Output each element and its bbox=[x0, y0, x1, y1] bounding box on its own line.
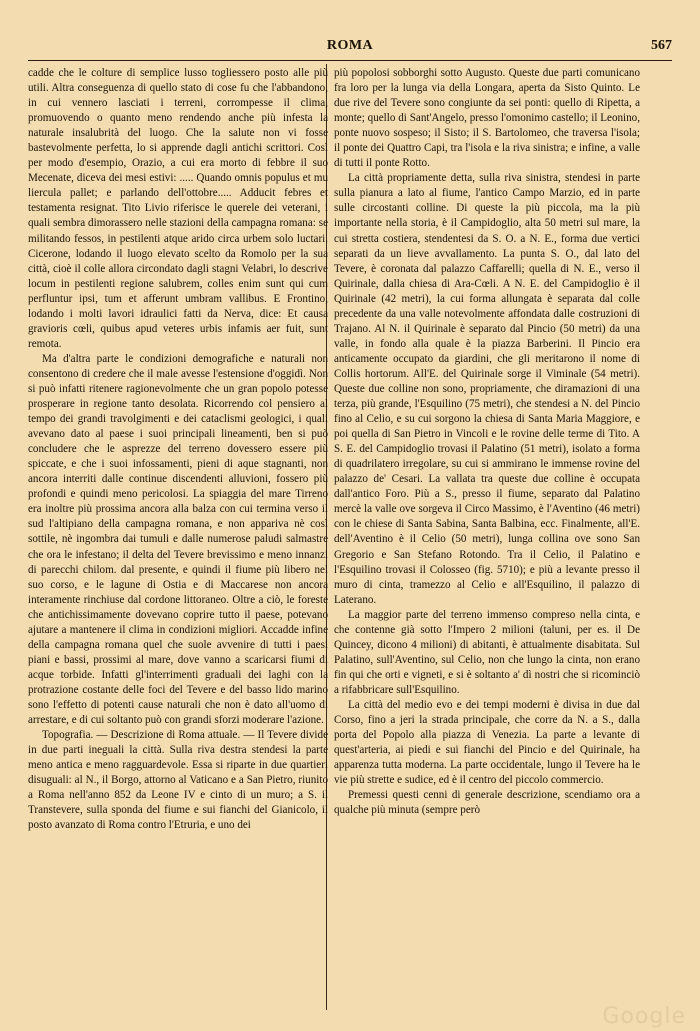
running-header bbox=[28, 38, 672, 58]
paragraph: cadde che le colture di semplice lusso togliessero posto alle più utili. Altra conseguenza di quello stato di cose fu che l'abbandono, in cui vennero lasciati i terreni, corrompesse il clima, promuovendo o quanto meno rendendo anche più infesta la naturale insalubrità del luogo. Che la salute non vi fosse bastevolmente perfetta, lo si apprende dagli antichi scrittori. Così per modo d'esempio, Orazio, a cui era morto di febbre il suo Mecenate, diceva dei mesi estivi: ..... Quando omnis populus et mu liercula pallet; e parlando dell'ottobre..... Adducit febres et testamenta resignat. Tito Livio riferisce le querele dei veterani, i quali sembra dimorassero nelle stazioni della campagna romana: se militando fessos, in pestilenti atque arido circa urbem solo luctari. Cicerone, lodando il luogo elevato scelto da Romolo per la sua città, cioè il colle allora circondato dagli stagni Velabri, lo descrive locum in pestilenti regione salubrem, colles enim sunt qui cum perfluntur ipsi, tum et afferunt umbram vallibus. E Frontino, lodando i molti lavori idraulici fatti da Nerva, dice: Et causa gravioris cœli, quibus apud veteres urbis infamis aer fuit, sunt remota. bbox=[28, 67, 328, 350]
paragraph: La città del medio evo e dei tempi moderni è divisa in due dal Corso, fino a jeri la strada principale, che corre da N. a S., dalla porta del Popolo alla piazza di Venezia. La parte a levante di quest'arteria, ai piedi e sui fianchi del Pincio e del Quirinale, ha apparenza tutta moderna. La parte occidentale, lungo il Tevere ha le vie più strette e sudice, ed è il centro del piccolo commercio. bbox=[334, 698, 640, 787]
page-title: ROMA bbox=[326, 38, 374, 53]
paragraph: Ma d'altra parte le condizioni demografiche e naturali non consentono di credere che il male avesse l'estensione d'oggidì. Non si può infatti ritenere ragionevolmente che un gran popolo potesse prosperare in regione tanto desolata. Ricorrendo col pensiero al tempo dei grandi travolgimenti e dei cataclismi geologici, i quali avevano dato al paese i suoi principali lineamenti, ben si può concludere che le asprezze del terreno dovessero essere più spiccate, e che i suoi infossamenti, pieni di aque stagnanti, non ancora interriti dalle continue discendenti alluvioni, fossero più profondi e quindi meno pericolosi. La spiaggia del mare Tirreno era inoltre più prossima ancora alla balza con cui termina verso il sud l'altipiano della campagna romana, e non appariva nè così sottile, nè ingombra dai tumuli e dalle numerose paludi salmastre che ora le infestano; il delta del Tevere brevissimo e meno innanzi di parecchi chilom. dal presente, e quindi il fiume più libero nel suo corso, e le lagune di Ostia e di Maccarese non ancora interamente rinchiuse dal cordone littoraneo. Oltre a ciò, le foreste che antichissimamente dovevano coprire tutto il paese, potevano ajutare a mantenere il clima in condizioni migliori. Accadde infine della campagna romana quel che suole avvenire di tutti i paesi piani e bassi, prossimi al mare, dove vanno a scaricarsi fiumi di acque torbide. Infatti gl'interrimenti graduali dei laghi con la protrazione costante delle foci del Tevere e del basso lido marino sono l'effetto di potenti cause naturali che non è dato all'uomo di arrestare, e di cui soltanto può con grandi sforzi moderare l'azione. bbox=[28, 352, 328, 727]
paragraph: La città propriamente detta, sulla riva sinistra, stendesi in parte sulla pianura a lato al fiume, l'antico Campo Marzio, ed in parte sulle circostanti colline. Di queste la più piccola, ma la più importante nella storia, è il Campidoglio, alta 50 metri sul mare, la cui stretta costiera, stendentesi da S. O. a N. E., forma due vertici separati da un lieve avvallamento. La punta S. O., dal lato del Tevere, è coronata dal palazzo Caffarelli; quella di N. E., verso il Quirinale, dalla chiesa di Ara-Cœli. A N. E. del Campidoglio è il Quirinale (42 metri), la cui forma allungata è separata dal colle precedente da una valle notevolmente affondata dalle costruzioni di Trajano. Al N. il Quirinale è separato dal Pincio (50 metri) da una valle, in fondo alla quale è la piazza Barberini. Il Pincio era anticamente occupato da giardini, che gli meritarono il nome di Collis hortorum. All'E. del Quirinale sorge il Viminale (54 metri). Queste due colline non sono, propriamente, che diramazioni di una terza, più grande, l'Esquilino (75 metri), che stendesi a N. del Pincio fino al Celio, e su cui sorgono la chiesa di Santa Maria Maggiore, e poi quella di San Pietro in Vincoli e le rovine delle terme di Tito. A S. E. del Campidoglio trovasi il Palatino (51 metri), isolato a forma di quadrilatero irregolare, su cui si ammirano le immense rovine del palazzo de' Cesari. La vallata tra queste due colline è occupata dall'antico Foro. Più a S., presso il fiume, separato dal Palatino mercè la valle ove sorgeva il Circo Massimo, è l'Aventino (46 metri) con le chiese di Santa Sabina, Santa Balbina, ecc. Finalmente, all'E. dell'Aventino è il Celio (50 metri), lunga collina ove sono San Gregorio e San Stefano Rotondo. Tra il Celio, il Palatino e l'Esquilino trovasi il Colosseo (fig. 5710); e più a levante presso il muro di cinta, tramezzo al Celio e all'Esquilino, il palazzo di Laterano. bbox=[334, 172, 640, 606]
left-column bbox=[28, 66, 328, 1006]
header-rule bbox=[28, 60, 672, 61]
section-paragraph: Topografia. — Descrizione di Roma attuale. — Il Tevere divide in due parti ineguali la città. Sulla riva destra stendesi la parte meno antica e meno ragguardevole. Essa si riparte in due quartieri disuguali: al N., il Borgo, attorno al Vaticano e a San Pietro, riunito a Roma nell'anno 852 da Leone IV e cinto di un muro; a S. il Transtevere, sulla sponda del fiume e sui fianchi del Gianicolo, il posto avanzato di Roma contro l'Etruria, e uno dei bbox=[28, 729, 328, 832]
right-column bbox=[334, 66, 640, 1006]
paragraph: Premessi questi cenni di generale descrizione, scendiamo ora a qualche più minuta (sempre però bbox=[334, 789, 640, 817]
paragraph: La maggior parte del terreno immenso compreso nella cinta, e che contenne già sotto l'Impero 2 milioni (taluni, per es. il De Quincey, dicono 4 milioni) di abitanti, è attualmente disabitata. Sul Palatino, sull'Aventino, sul Celio, non che lungo la cinta, non erano fin qui che orti e vigneti, e si è soltanto a' dì nostri che si ricominciò a rifabbricare sull'Esquilino. bbox=[334, 608, 640, 696]
watermark: Google bbox=[602, 1004, 686, 1029]
paragraph: più popolosi sobborghi sotto Augusto. Queste due parti comunicano fra loro per la lunga via della Longara, aperta da Sisto Quinto. Le due rive del Tevere sono congiunte da sei ponti: quello di Ripetta, a monte; quello di Sant'Angelo, presso l'omonimo castello; il Leonino, ponte nuovo sospeso; il Sisto; il S. Bartolomeo, che traversa l'isola; il ponte dei Quattro Capi, tra l'isola e la riva sinistra; e infine, a valle di tutti il ponte Rotto. bbox=[334, 67, 640, 170]
page-number: 567 bbox=[651, 38, 672, 53]
